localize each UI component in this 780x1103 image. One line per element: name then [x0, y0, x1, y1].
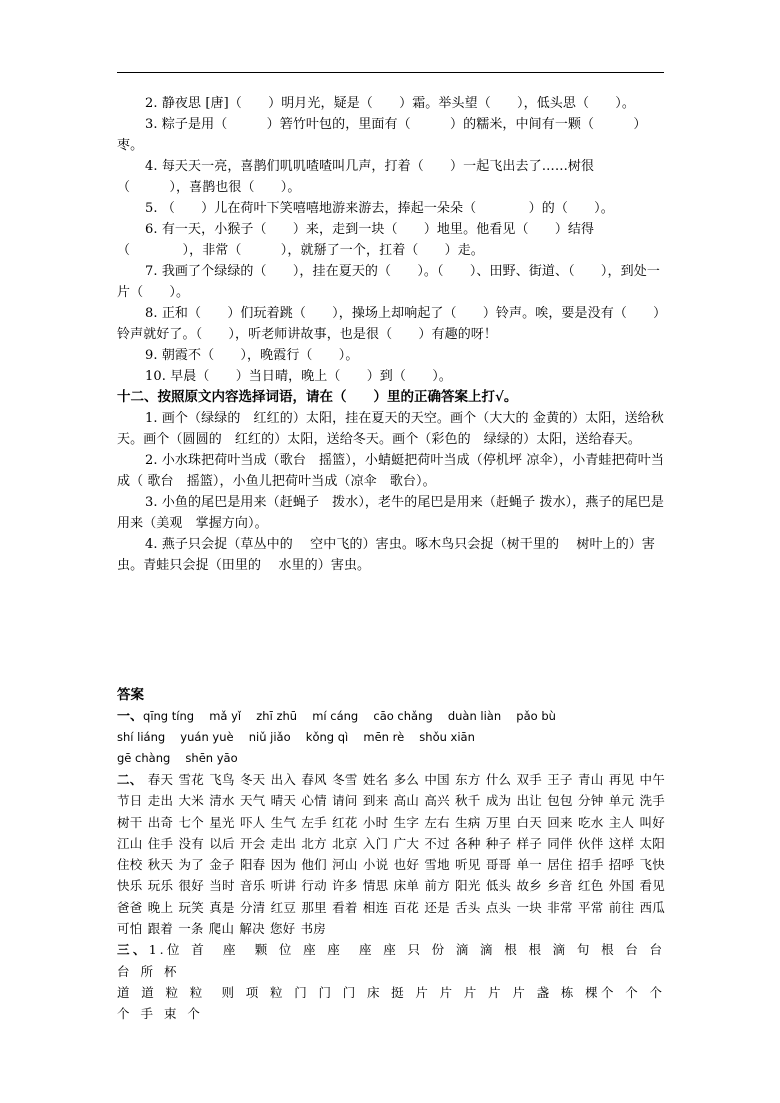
answer-word: 爬山 [208, 921, 235, 937]
question-line: 10. 早晨（ ）当日晴，晚上（ ）到（ ）。 [145, 369, 452, 384]
section-2-label: 二、 [117, 772, 143, 787]
answer-word: 样子 [516, 835, 543, 851]
answer-word: 各种 [455, 835, 481, 851]
pinyin-line [117, 727, 665, 748]
answer-word: 七个 [178, 814, 204, 830]
answer-word: 出让 [516, 793, 543, 809]
answer-word: 一块 [516, 899, 543, 915]
answer-word: 叫好 [639, 814, 665, 830]
answer-word: 清水 [209, 793, 235, 809]
answer-word: 前方 [424, 878, 450, 894]
pinyin-line [117, 706, 665, 727]
answer-word: 再见 [608, 772, 635, 787]
answer-word: 分清 [239, 899, 266, 915]
question-line: 5. （ ）儿在荷叶下笑嘻嘻地游来游去，捧起一朵朵（ ）的（ ）。 [145, 201, 614, 216]
answer-word: 回来 [547, 814, 573, 830]
answer-word: 吃水 [578, 814, 604, 830]
answer-word: 西瓜 [639, 899, 665, 915]
section-3-line [117, 982, 665, 1025]
answer-word: 同伴 [547, 835, 573, 851]
answer-word: 舌头 [455, 899, 481, 915]
answer-word: 雪花 [178, 772, 204, 787]
answer-word: 还是 [424, 899, 450, 915]
answer-word: 故乡 [516, 878, 543, 894]
answer-word: 冬天 [239, 772, 266, 787]
section-1-label: 一、 [117, 709, 144, 724]
answer-word: 也好 [393, 857, 420, 873]
answer-word: 非常 [547, 899, 573, 915]
answer-word: 不过 [424, 835, 450, 851]
answer-word: 看着 [332, 899, 358, 915]
answers-section-1 [117, 706, 665, 769]
answer-word: 听讲 [270, 878, 297, 894]
section-3-text: 道 道 粒 粒 则 项 粒 门 门 门 床 挺 片 片 片 片 片 盏 栋 棵个 个 个 个 手 束 个 [117, 984, 665, 1022]
answer-word: 冬雪 [332, 772, 358, 787]
answer-word: 哥哥 [485, 857, 512, 873]
answer-word: 为了 [178, 857, 204, 873]
answer-word: 招呼 [608, 857, 635, 873]
question-line: 7. 我画了个绿绿的（ ），挂在夏天的（ ）。（ ）、田野、街道、（ ），到处一片（ ）。 [117, 264, 660, 300]
answer-word: 居住 [547, 857, 573, 873]
answer-word: 飞快 [639, 857, 665, 873]
answer-word: 快乐 [117, 878, 143, 894]
answer-word: 吓人 [239, 814, 266, 830]
answer-word: 单一 [516, 857, 543, 873]
answer-word: 春风 [301, 772, 327, 787]
answer-word: 晴天 [270, 793, 297, 809]
answer-word: 河山 [332, 857, 358, 873]
answer-word: 可怕 [117, 921, 143, 937]
answer-word: 住校 [117, 857, 143, 873]
answer-word: 外国 [608, 878, 635, 894]
section-3-label: 三、 [117, 942, 149, 958]
answer-word: 主人 [608, 814, 635, 830]
answer-word: 左手 [301, 814, 327, 830]
answer-word: 阳光 [455, 878, 481, 894]
answer-word: 大米 [178, 793, 204, 809]
answer-word: 请问 [332, 793, 358, 809]
answer-word: 这样 [608, 835, 635, 851]
answer-word: 许多 [332, 878, 358, 894]
answer-word: 广大 [393, 835, 420, 851]
answer-word: 走出 [147, 793, 174, 809]
answer-word: 您好 [269, 921, 296, 937]
answer-word: 树干 [117, 814, 143, 830]
question-line: 6. 有一天，小猴子（ ）来，走到一块（ ）地里。他看见（ ）结得（ ），非常（ ），就掰了一个，扛着（ ）走。 [117, 222, 595, 258]
answer-word: 王子 [547, 772, 573, 787]
answer-word: 飞鸟 [209, 772, 235, 787]
answer-word: 秋天 [147, 857, 174, 873]
answer-word: 种子 [485, 835, 512, 851]
answer-word: 秋千 [455, 793, 481, 809]
answer-word: 红豆 [270, 899, 297, 915]
answer-word: 看见 [639, 878, 665, 894]
section-12-item: 1. 画个（绿绿的 红红的）太阳，挂在夏天的天空。画个（大大的 金黄的）太阳，送给秋天。画个（圆圆的 红红的）太阳，送给冬天。画个（彩色的 绿绿的）太阳，送给春天。 [117, 411, 664, 447]
answers-section-3 [117, 939, 681, 1024]
question-line: 9. 朝霞不（ ），晚霞行（ ）。 [145, 348, 359, 363]
answer-word: 招手 [578, 857, 604, 873]
answer-word: 出奇 [147, 814, 174, 830]
section-3-text: 1.位 首 座 颗 位 座 座 座 座 只 份 滴 滴 根 根 滴 句 根 台 台 台 所 杯 [117, 942, 681, 979]
answer-word: 玩乐 [147, 878, 174, 894]
answer-word: 走出 [270, 835, 297, 851]
answer-word: 没有 [178, 835, 204, 851]
answer-word: 包包 [547, 793, 573, 809]
answer-word: 成为 [485, 793, 512, 809]
section-12-item: 3. 小鱼的尾巴是用来（赶蝇子 拨水），老牛的尾巴是用来（赶蝇子 拨水），燕子的尾巴是用来（美观 掌握方向）。 [117, 495, 664, 531]
answer-word: 一条 [178, 921, 204, 937]
answer-word: 他们 [301, 857, 327, 873]
answer-word: 双手 [516, 772, 543, 787]
answer-word: 心情 [301, 793, 327, 809]
answer-word: 红花 [332, 814, 358, 830]
answer-word: 听见 [455, 857, 481, 873]
answer-word: 乡音 [547, 878, 573, 894]
answer-word: 高兴 [424, 793, 450, 809]
answer-word: 生病 [455, 814, 481, 830]
answer-word: 分钟 [578, 793, 604, 809]
answer-word: 北京 [332, 835, 358, 851]
spacer [117, 576, 665, 684]
answer-word: 星光 [209, 814, 235, 830]
document-page [117, 93, 681, 1025]
answer-word: 晚上 [147, 899, 174, 915]
answer-word: 那里 [301, 899, 327, 915]
question-line: 8. 正和（ ）们玩着跳（ ），操场上却响起了（ ）铃声。唉，要是没有（ ）铃声就好了。（ ），听老师讲故事，也是很（ ）有趣的呀！ [117, 306, 660, 342]
answer-word: 住手 [147, 835, 174, 851]
answer-word: 生气 [270, 814, 297, 830]
section-3-line [117, 939, 681, 982]
answer-word: 相连 [362, 899, 389, 915]
answer-word: 床单 [393, 878, 420, 894]
pinyin-text: qīng tíng mǎ yǐ zhī zhū mí cáng cāo chǎng duàn liàn pǎo bù [143, 709, 556, 723]
answer-word: 低头 [485, 878, 512, 894]
answer-word: 万里 [485, 814, 512, 830]
answer-word: 小时 [362, 814, 389, 830]
question-line: 3. 粽子是用（ ）箬竹叶包的，里面有（ ）的糯米，中间有一颗（ ）枣。 [117, 117, 647, 153]
answer-word: 天气 [239, 793, 266, 809]
answer-word: 音乐 [239, 878, 266, 894]
pinyin-text: shí liáng yuán yuè niǔ jiǎo kǒng qì mēn rè shǒu xiān [117, 730, 475, 744]
answer-word: 玩笑 [178, 899, 204, 915]
answer-word: 雪地 [424, 857, 450, 873]
header-rule [117, 72, 664, 73]
answer-word: 出入 [270, 772, 297, 787]
answer-word: 以后 [209, 835, 235, 851]
answer-word: 春天 [147, 772, 174, 787]
answer-word: 真是 [209, 899, 235, 915]
answer-word: 书房 [300, 921, 326, 937]
answer-word: 青山 [578, 772, 604, 787]
answer-word: 平常 [578, 899, 604, 915]
answer-word: 红色 [578, 878, 604, 894]
answer-word: 当时 [209, 878, 235, 894]
answer-word: 跟着 [147, 921, 173, 937]
answer-word: 太阳 [639, 835, 665, 851]
answer-word: 前往 [608, 899, 635, 915]
answer-word: 姓名 [362, 772, 389, 787]
section-12-title: 十二、按照原文内容选择词语，请在（ ）里的正确答案上打√。 [117, 389, 518, 405]
question-line: 2. 静夜思 [唐]（ ）明月光，疑是（ ）霜。举头望（ ），低头思（ ）。 [145, 96, 636, 111]
answer-word: 点头 [485, 899, 512, 915]
answer-word: 因为 [270, 857, 297, 873]
answer-word: 到来 [362, 793, 389, 809]
section-12-item: 2. 小水珠把荷叶当成（歌台 摇篮），小蜻蜓把荷叶当成（停机坪 凉伞），小青蛙把荷叶当成（ 歌台 摇篮），小鱼儿把荷叶当成（凉伞 歌台）。 [117, 453, 664, 489]
answer-word: 爸爸 [117, 899, 143, 915]
answer-word: 高山 [393, 793, 420, 809]
answer-word: 东方 [455, 772, 481, 787]
answer-word: 很好 [178, 878, 204, 894]
answer-word: 左右 [424, 814, 450, 830]
section-12-items [117, 408, 665, 576]
answer-word: 白天 [516, 814, 543, 830]
answer-word: 开会 [239, 835, 266, 851]
answer-word: 北方 [301, 835, 327, 851]
answer-word: 中午 [639, 772, 665, 787]
answer-word: 百花 [393, 899, 420, 915]
answer-word: 小说 [362, 857, 389, 873]
pinyin-text: gē chàng shēn yāo [117, 751, 238, 765]
answer-word: 情思 [362, 878, 389, 894]
answer-word: 解决 [239, 921, 265, 937]
answers-title: 答案 [117, 687, 144, 703]
answer-word: 入门 [362, 835, 389, 851]
answer-word: 伙伴 [578, 835, 604, 851]
answers-section-2 [117, 769, 665, 939]
answer-word: 多么 [393, 772, 420, 787]
answer-word: 金子 [209, 857, 235, 873]
section-12-item: 4. 燕子只会捉（草丛中的 空中飞的）害虫。啄木鸟只会捉（树干里的 树叶上的）害虫。青蛙只会捉（田里的 水里的）害虫。 [117, 537, 656, 573]
fill-in-questions [117, 93, 665, 387]
question-line: 4. 每天天一亮，喜鹊们叽叽喳喳叫几声，打着（ ）一起飞出去了……树很（ ），喜鹊也很（ ）。 [117, 159, 595, 195]
answer-word: 中国 [424, 772, 450, 787]
answer-word: 洗手 [639, 793, 665, 809]
answer-word: 生字 [393, 814, 420, 830]
answer-word: 江山 [117, 835, 143, 851]
answer-word: 节日 [117, 793, 143, 809]
answer-word: 什么 [485, 772, 512, 787]
answer-word: 阳春 [239, 857, 266, 873]
pinyin-line [117, 748, 665, 769]
answer-word: 行动 [301, 878, 327, 894]
answer-word: 单元 [608, 793, 635, 809]
